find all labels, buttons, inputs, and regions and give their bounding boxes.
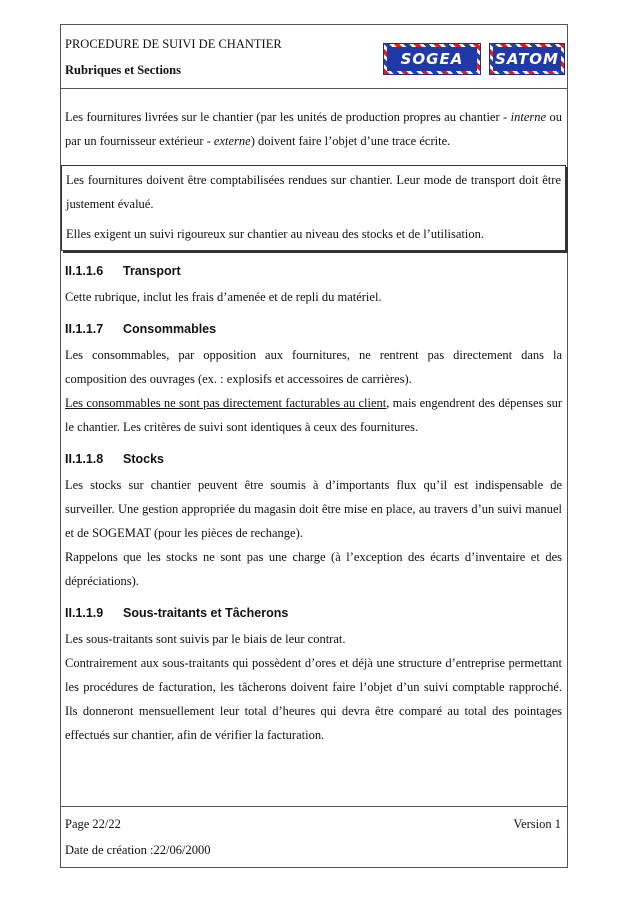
highlight-box <box>61 165 566 251</box>
header-subtitle: Rubriques et Sections <box>65 63 181 77</box>
header-title: PROCEDURE DE SUIVI DE CHANTIER <box>65 37 282 51</box>
consommables-paragraph-2: Les consommables ne sont pas directement facturables au client, mais engendrent des dépenses sur le chantier. Les critères de suivi sont identiques à ceux des fournitures. <box>65 396 563 434</box>
consommables-paragraph-1: Les consommables, par opposition aux fournitures, ne rentrent pas directement dans la composition des ouvrages (ex. : explosifs et accessoires de carrières). <box>65 348 562 386</box>
stocks-paragraph-1: Les stocks sur chantier peuvent être soumis à d’importants flux qu’il est indispensable de surveiller. Une gestion appropriée du magasin doit être mise en place, au travers d’un suivi manuel et de SOGEMAT (pour les pièces de rechange). <box>65 478 562 540</box>
page-number: Page 22/22 <box>65 817 121 831</box>
section-heading-transport: II.1.1.6 Transport <box>65 264 181 278</box>
transport-paragraph: Cette rubrique, inclut les frais d’amenée et de repli du matériel. <box>65 290 382 304</box>
page-frame <box>60 24 568 868</box>
page-header <box>61 25 567 89</box>
creation-date: Date de création :22/06/2000 <box>65 843 211 857</box>
section-heading-stocks: II.1.1.8 Stocks <box>65 452 164 466</box>
box-paragraph-1: Les fournitures doivent être comptabilisées rendues sur chantier. Leur mode de transport doit être justement évalué. <box>66 173 561 211</box>
soustraitants-paragraph-1: Les sous-traitants sont suivis par le biais de leur contrat. <box>65 632 346 646</box>
version-label: Version 1 <box>513 817 561 831</box>
satom-logo-text: SATOM <box>493 47 561 71</box>
sogea-logo-text: SOGEA <box>387 47 477 71</box>
sogea-logo <box>383 43 481 75</box>
section-heading-soustraitants: II.1.1.9 Sous-traitants et Tâcherons <box>65 606 289 620</box>
intro-paragraph: Les fournitures livrées sur le chantier (par les unités de production propres au chantier - interne ou par un fournisseur extérieur - externe) doivent faire l’objet d’une trace écrite. <box>65 110 563 148</box>
page-footer <box>61 806 567 867</box>
stocks-paragraph-2: Rappelons que les stocks ne sont pas une charge (à l’exception des écarts d’inventaire et des dépréciations). <box>65 550 562 588</box>
page-body <box>65 105 562 747</box>
soustraitants-paragraph-2: Contrairement aux sous-traitants qui possèdent d’ores et déjà une structure d’entreprise permettant les procédures de facturation, les tâcherons doivent faire l’objet d’un suivi comptable rapproché. Ils donneront mensuellement leur total d’heures qui devra être comparé au total des pointages effectués sur chantier, afin de vérifier la facturation. <box>65 656 562 742</box>
box-paragraph-2: Elles exigent un suivi rigoureux sur chantier au niveau des stocks et de l’utilisation. <box>66 227 484 241</box>
section-heading-consommables: II.1.1.7 Consommables <box>65 322 217 336</box>
satom-logo <box>489 43 565 75</box>
